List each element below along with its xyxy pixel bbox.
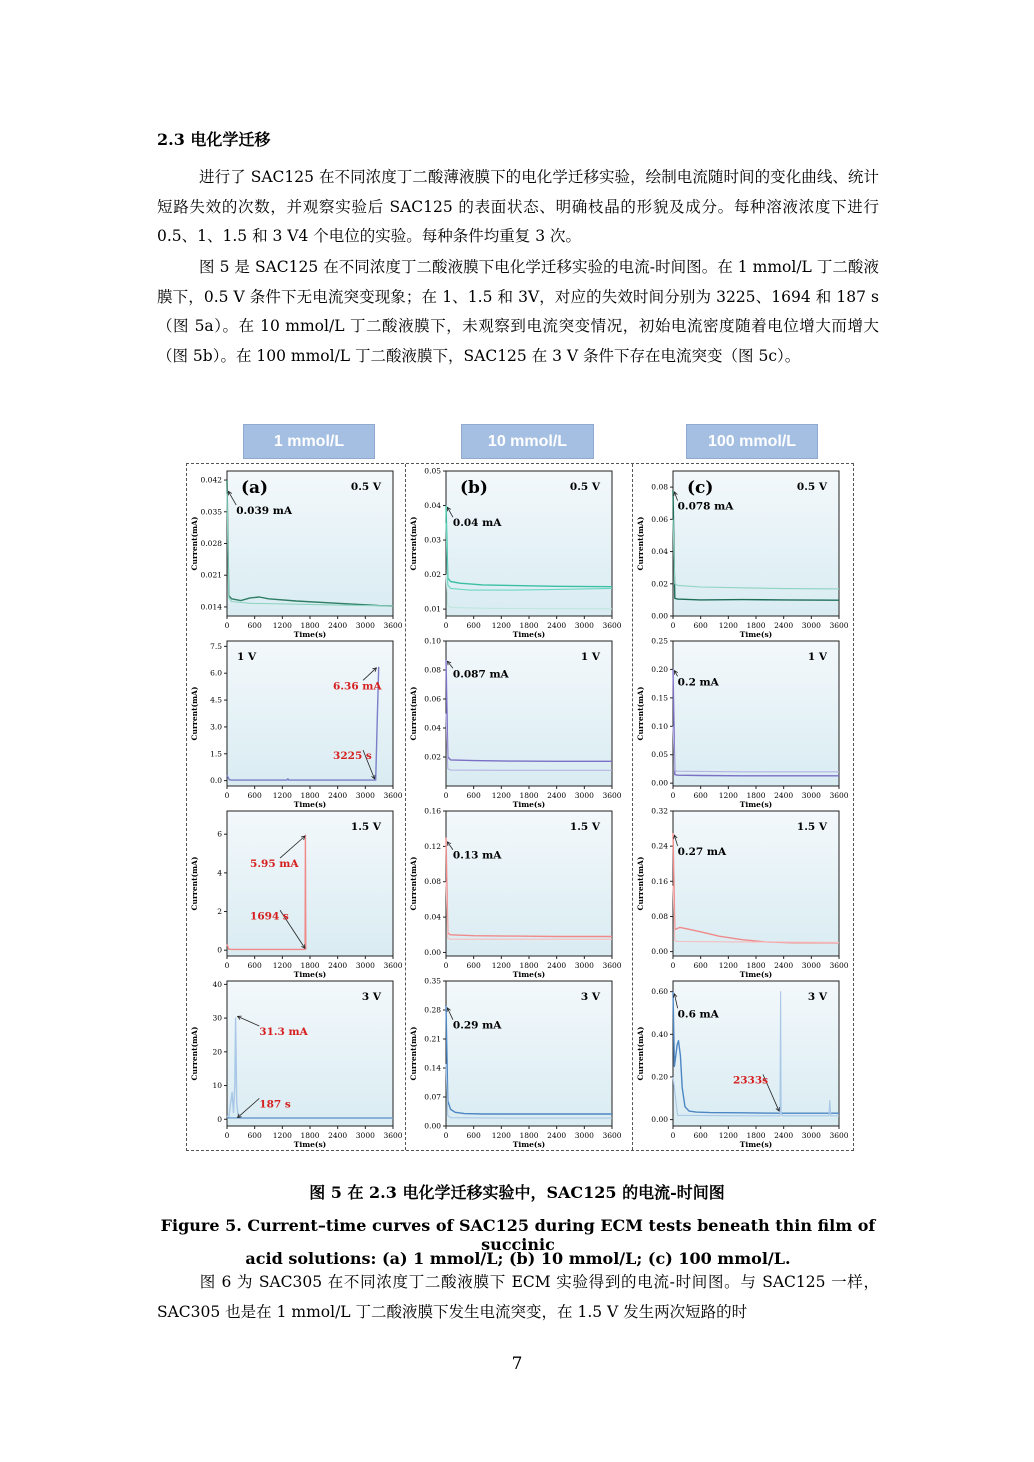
y-tick-label: 7.5	[210, 641, 222, 651]
x-tick-label: 0	[224, 961, 230, 970]
chart-svg-b4	[406, 978, 624, 1148]
y-tick-label: 0.08	[424, 877, 441, 887]
figure-caption-en-line1: Figure 5. Current–time curves of SAC125 during ECM tests beneath thin film of succinic	[160, 1216, 876, 1254]
x-tick-label: 0	[670, 961, 676, 970]
y-tick-label: 0.00	[651, 778, 668, 788]
x-tick-label: 3000	[801, 621, 821, 630]
concentration-label-3: 100 mmol/L	[686, 424, 818, 459]
x-tick-label: 1200	[491, 961, 511, 970]
concentration-label-1: 1 mmol/L	[243, 424, 375, 459]
x-tick-label: 1800	[519, 961, 539, 970]
x-tick-label: 3600	[829, 621, 849, 630]
x-axis-label: Time(s)	[293, 800, 327, 808]
chart-svg-c3	[633, 808, 851, 978]
y-axis-label: Current(mA)	[190, 856, 199, 911]
y-tick-label: 0.042	[200, 475, 222, 485]
paragraph-2	[157, 253, 879, 371]
x-tick-label: 2400	[547, 791, 567, 800]
x-tick-label: 2400	[547, 621, 567, 630]
y-tick-label: 0.014	[200, 602, 222, 612]
x-tick-label: 1200	[272, 1131, 292, 1140]
chart-svg-a1	[187, 468, 405, 638]
x-tick-label: 600	[247, 1131, 262, 1140]
y-tick-label: 0.08	[651, 911, 668, 921]
y-tick-label: 0.05	[651, 750, 668, 760]
chart-svg-a3	[187, 808, 405, 978]
chart-panel-b4	[406, 978, 624, 1148]
x-tick-label: 1200	[718, 1131, 738, 1140]
y-tick-label: 0.00	[424, 1121, 441, 1131]
y-tick-label: 0.06	[424, 694, 441, 704]
y-tick-label: 0.25	[651, 638, 668, 646]
x-tick-label: 3000	[574, 961, 594, 970]
y-tick-label: 0.028	[200, 539, 222, 548]
y-tick-label: 0	[217, 1114, 222, 1124]
annotation-label: 5.95 mA	[250, 858, 299, 871]
x-tick-label: 1200	[718, 961, 738, 970]
x-axis-label: Time(s)	[739, 800, 773, 808]
y-tick-label: 30	[212, 1013, 222, 1023]
x-tick-label: 3600	[602, 961, 622, 970]
x-tick-label: 3600	[602, 791, 622, 800]
y-tick-label: 0.035	[200, 507, 222, 517]
x-tick-label: 600	[466, 791, 481, 800]
y-tick-label: 0.04	[424, 501, 441, 511]
y-tick-label: 4	[217, 868, 222, 878]
x-tick-label: 1200	[718, 621, 738, 630]
x-tick-label: 3600	[602, 621, 622, 630]
chart-svg-a4	[187, 978, 405, 1148]
paragraph-1-text: 进行了 SAC125 在不同浓度丁二酸薄液膜下的电化学迁移实验，绘制电流随时间的变化曲线、统计短路失效的次数，并观察实验后 SAC125 的表面状态、明确枝晶的形貌及成分。每种溶液浓度下进行 0.5、1、1.5 和 3 V4 个电位的实验。每种条件均重复 3 次。	[157, 168, 879, 245]
voltage-label: 1 V	[807, 651, 827, 663]
annotation-label: 6.36 mA	[333, 680, 382, 693]
y-tick-label: 20	[212, 1047, 222, 1057]
voltage-label: 1 V	[580, 651, 600, 663]
x-axis-label: Time(s)	[293, 630, 327, 638]
y-tick-label: 0.021	[200, 570, 222, 580]
annotation-label: 0.13 mA	[452, 849, 502, 862]
x-tick-label: 1800	[300, 1131, 320, 1140]
x-axis-label: Time(s)	[512, 970, 546, 978]
x-tick-label: 0	[670, 791, 676, 800]
chart-panel-b3	[406, 808, 624, 978]
figure-caption-en-line2: acid solutions: (a) 1 mmol/L; (b) 10 mmol/L; (c) 100 mmol/L.	[245, 1249, 791, 1268]
y-axis-label: Current(mA)	[190, 1026, 199, 1081]
figure-5	[186, 463, 854, 1151]
x-tick-label: 3000	[355, 791, 375, 800]
y-tick-label: 0.28	[424, 1005, 441, 1015]
y-tick-label: 0.02	[424, 570, 441, 580]
x-tick-label: 3600	[829, 961, 849, 970]
x-tick-label: 3000	[355, 621, 375, 630]
y-tick-label: 0.02	[651, 579, 668, 589]
x-tick-label: 3600	[829, 791, 849, 800]
x-tick-label: 1800	[746, 791, 766, 800]
x-axis-label: Time(s)	[739, 970, 773, 978]
figure-caption-cn: 图 5 在 2.3 电化学迁移实验中，SAC125 的电流-时间图	[309, 1183, 725, 1202]
y-tick-label: 0.16	[424, 808, 441, 816]
chart-panel-b1	[406, 468, 624, 638]
y-tick-label: 0.60	[651, 987, 668, 997]
x-tick-label: 3600	[602, 1131, 622, 1140]
concentration-label-2: 10 mmol/L	[461, 424, 594, 459]
x-tick-label: 600	[693, 1131, 708, 1140]
x-tick-label: 0	[443, 621, 449, 630]
y-axis-label: Current(mA)	[409, 856, 418, 911]
x-tick-label: 1200	[272, 791, 292, 800]
x-tick-label: 1800	[300, 791, 320, 800]
y-tick-label: 0.14	[424, 1063, 441, 1073]
annotation-label: 0.078 mA	[677, 500, 734, 513]
panel-label: (b)	[460, 478, 488, 498]
x-tick-label: 3000	[801, 791, 821, 800]
x-tick-label: 3600	[383, 961, 403, 970]
y-tick-label: 0.24	[651, 841, 668, 851]
x-axis-label: Time(s)	[739, 1140, 773, 1148]
panel-label: (a)	[241, 478, 269, 498]
y-tick-label: 0.00	[424, 947, 441, 957]
y-tick-label: 2	[217, 907, 222, 917]
x-axis-label: Time(s)	[293, 970, 327, 978]
x-tick-label: 2400	[328, 791, 348, 800]
y-tick-label: 0.20	[651, 664, 668, 674]
y-tick-label: 0.0	[210, 776, 222, 786]
annotation-label: 1694 s	[250, 910, 289, 923]
y-tick-label: 0.00	[651, 1115, 668, 1125]
x-tick-label: 0	[670, 1131, 676, 1140]
x-tick-label: 1200	[272, 961, 292, 970]
x-tick-label: 2400	[328, 1131, 348, 1140]
y-tick-label: 0	[217, 945, 222, 955]
paragraph-2-text: 图 5 是 SAC125 在不同浓度丁二酸液膜下电化学迁移实验的电流-时间图。在 1 mmol/L 丁二酸液膜下，0.5 V 条件下无电流突变现象；在 1、1.5 和 3V，对应的失效时间分别为 3225、1694 和 187 s（图 5a）。在 10 mmol/L 丁二酸液膜下，未观察到电流突变情况，初始电流密度随着电位增大而增大（图 5b）。在 100 mmol/L 丁二酸液膜下，SAC125 在 3 V 条件下存在电流突变（图 5c）。	[157, 258, 880, 365]
x-tick-label: 1200	[491, 621, 511, 630]
y-tick-label: 0.00	[651, 611, 668, 621]
x-axis-label: Time(s)	[512, 800, 546, 808]
y-axis-label: Current(mA)	[409, 516, 418, 571]
x-tick-label: 0	[670, 621, 676, 630]
y-tick-label: 0.04	[424, 723, 441, 733]
x-tick-label: 600	[693, 621, 708, 630]
y-tick-label: 0.10	[424, 638, 441, 646]
paragraph-1	[157, 163, 879, 252]
section-title: 2.3 电化学迁移	[157, 130, 271, 149]
x-tick-label: 2400	[547, 961, 567, 970]
x-tick-label: 3600	[383, 791, 403, 800]
x-tick-label: 1800	[519, 621, 539, 630]
x-tick-label: 3000	[574, 1131, 594, 1140]
paragraph-3-text: 图 6 为 SAC305 在不同浓度丁二酸液膜下 ECM 实验得到的电流-时间图。与 SAC125 一样，SAC305 也是在 1 mmol/L 丁二酸液膜下发生电流突变，在 1.5 V 发生两次短路的时	[157, 1273, 879, 1321]
y-tick-label: 3.0	[210, 722, 222, 732]
y-tick-label: 0.03	[424, 535, 441, 545]
x-tick-label: 600	[247, 621, 262, 630]
y-tick-label: 0.16	[651, 876, 668, 886]
voltage-label: 0.5 V	[350, 481, 381, 493]
y-tick-label: 0.32	[651, 808, 668, 816]
y-tick-label: 4.5	[210, 695, 222, 705]
y-axis-label: Current(mA)	[636, 516, 645, 571]
x-axis-label: Time(s)	[293, 1140, 327, 1148]
x-tick-label: 600	[247, 961, 262, 970]
y-tick-label: 0.01	[424, 604, 441, 614]
x-tick-label: 3000	[801, 961, 821, 970]
y-axis-label: Current(mA)	[409, 686, 418, 741]
x-tick-label: 2400	[774, 621, 794, 630]
y-tick-label: 6.0	[210, 668, 222, 678]
x-tick-label: 600	[466, 1131, 481, 1140]
y-tick-label: 0.06	[651, 514, 668, 524]
voltage-label: 0.5 V	[569, 481, 600, 493]
chart-panel-a1	[187, 468, 405, 638]
chart-panel-c3	[633, 808, 851, 978]
y-tick-label: 40	[212, 979, 222, 989]
chart-panel-c2	[633, 638, 851, 808]
x-tick-label: 1800	[300, 621, 320, 630]
annotation-label: 0.039 mA	[236, 505, 293, 518]
x-tick-label: 600	[693, 791, 708, 800]
x-tick-label: 3600	[383, 621, 403, 630]
y-axis-label: Current(mA)	[409, 1026, 418, 1081]
y-tick-label: 1.5	[210, 749, 222, 759]
x-tick-label: 3600	[383, 1131, 403, 1140]
x-tick-label: 0	[443, 1131, 449, 1140]
page-number: 7	[511, 1354, 523, 1374]
x-tick-label: 1800	[519, 791, 539, 800]
x-tick-label: 1800	[746, 961, 766, 970]
x-tick-label: 2400	[328, 961, 348, 970]
chart-svg-c4	[633, 978, 851, 1148]
y-axis-label: Current(mA)	[636, 856, 645, 911]
x-tick-label: 1800	[300, 961, 320, 970]
x-axis-label: Time(s)	[739, 630, 773, 638]
y-tick-label: 0.02	[424, 752, 441, 762]
x-tick-label: 3000	[355, 1131, 375, 1140]
y-tick-label: 0.35	[424, 978, 441, 986]
x-tick-label: 600	[466, 621, 481, 630]
x-tick-label: 2400	[774, 1131, 794, 1140]
annotation-label: 3225 s	[333, 750, 372, 763]
chart-panel-a2	[187, 638, 405, 808]
voltage-label: 1.5 V	[796, 821, 827, 833]
annotation-label: 0.27 mA	[677, 845, 727, 858]
x-tick-label: 0	[224, 791, 230, 800]
chart-panel-b2	[406, 638, 624, 808]
x-tick-label: 0	[443, 791, 449, 800]
chart-svg-a2	[187, 638, 405, 808]
voltage-label: 3 V	[361, 991, 381, 1003]
annotation-label: 0.2 mA	[677, 676, 719, 689]
voltage-label: 3 V	[580, 991, 600, 1003]
annotation-label: 0.087 mA	[452, 668, 509, 681]
x-tick-label: 1200	[272, 621, 292, 630]
x-tick-label: 2400	[547, 1131, 567, 1140]
chart-svg-b2	[406, 638, 624, 808]
annotation-label: 2333s	[732, 1074, 769, 1087]
annotation-label: 0.04 mA	[452, 517, 502, 530]
x-tick-label: 3000	[574, 791, 594, 800]
x-tick-label: 1200	[718, 791, 738, 800]
x-tick-label: 1200	[491, 791, 511, 800]
x-tick-label: 2400	[774, 791, 794, 800]
chart-svg-c1	[633, 468, 851, 638]
x-tick-label: 3000	[801, 1131, 821, 1140]
x-axis-label: Time(s)	[512, 1140, 546, 1148]
y-tick-label: 0.07	[424, 1092, 441, 1102]
paragraph-3	[157, 1268, 879, 1327]
annotation-label: 187 s	[259, 1098, 291, 1111]
x-tick-label: 0	[224, 1131, 230, 1140]
x-tick-label: 600	[466, 961, 481, 970]
chart-panel-a3	[187, 808, 405, 978]
y-tick-label: 0.04	[424, 912, 441, 922]
x-tick-label: 3600	[829, 1131, 849, 1140]
y-tick-label: 6	[217, 829, 222, 839]
y-tick-label: 10	[212, 1081, 222, 1091]
chart-svg-b3	[406, 808, 624, 978]
chart-svg-b1	[406, 468, 624, 638]
y-tick-label: 0.20	[651, 1072, 668, 1082]
chart-panel-c1	[633, 468, 851, 638]
x-tick-label: 600	[693, 961, 708, 970]
y-axis-label: Current(mA)	[636, 686, 645, 741]
voltage-label: 3 V	[807, 991, 827, 1003]
x-axis-label: Time(s)	[512, 630, 546, 638]
y-axis-label: Current(mA)	[190, 686, 199, 741]
y-tick-label: 0.12	[424, 841, 441, 851]
x-tick-label: 2400	[774, 961, 794, 970]
annotation-label: 0.29 mA	[452, 1019, 502, 1032]
x-tick-label: 1800	[519, 1131, 539, 1140]
annotation-label: 31.3 mA	[259, 1025, 308, 1038]
x-tick-label: 1800	[746, 1131, 766, 1140]
x-tick-label: 1800	[746, 621, 766, 630]
y-tick-label: 0.04	[651, 547, 668, 557]
voltage-label: 0.5 V	[796, 481, 827, 493]
annotation-label: 0.6 mA	[677, 1008, 719, 1021]
voltage-label: 1 V	[237, 651, 257, 663]
y-tick-label: 0.08	[651, 482, 668, 492]
x-tick-label: 1200	[491, 1131, 511, 1140]
chart-svg-c2	[633, 638, 851, 808]
y-axis-label: Current(mA)	[636, 1026, 645, 1081]
x-tick-label: 3000	[355, 961, 375, 970]
y-tick-label: 0.15	[651, 693, 668, 703]
y-tick-label: 0.21	[424, 1034, 441, 1044]
x-tick-label: 2400	[328, 621, 348, 630]
voltage-label: 1.5 V	[569, 821, 600, 833]
y-axis-label: Current(mA)	[190, 516, 199, 571]
y-tick-label: 0.00	[651, 947, 668, 957]
voltage-label: 1.5 V	[350, 821, 381, 833]
y-tick-label: 0.40	[651, 1029, 668, 1039]
x-tick-label: 3000	[574, 621, 594, 630]
x-tick-label: 600	[247, 791, 262, 800]
panel-label: (c)	[687, 478, 714, 498]
y-tick-label: 0.05	[424, 468, 441, 476]
x-tick-label: 0	[443, 961, 449, 970]
chart-panel-a4	[187, 978, 405, 1148]
y-tick-label: 0.10	[651, 721, 668, 731]
y-tick-label: 0.08	[424, 665, 441, 675]
chart-panel-c4	[633, 978, 851, 1148]
x-tick-label: 0	[224, 621, 230, 630]
